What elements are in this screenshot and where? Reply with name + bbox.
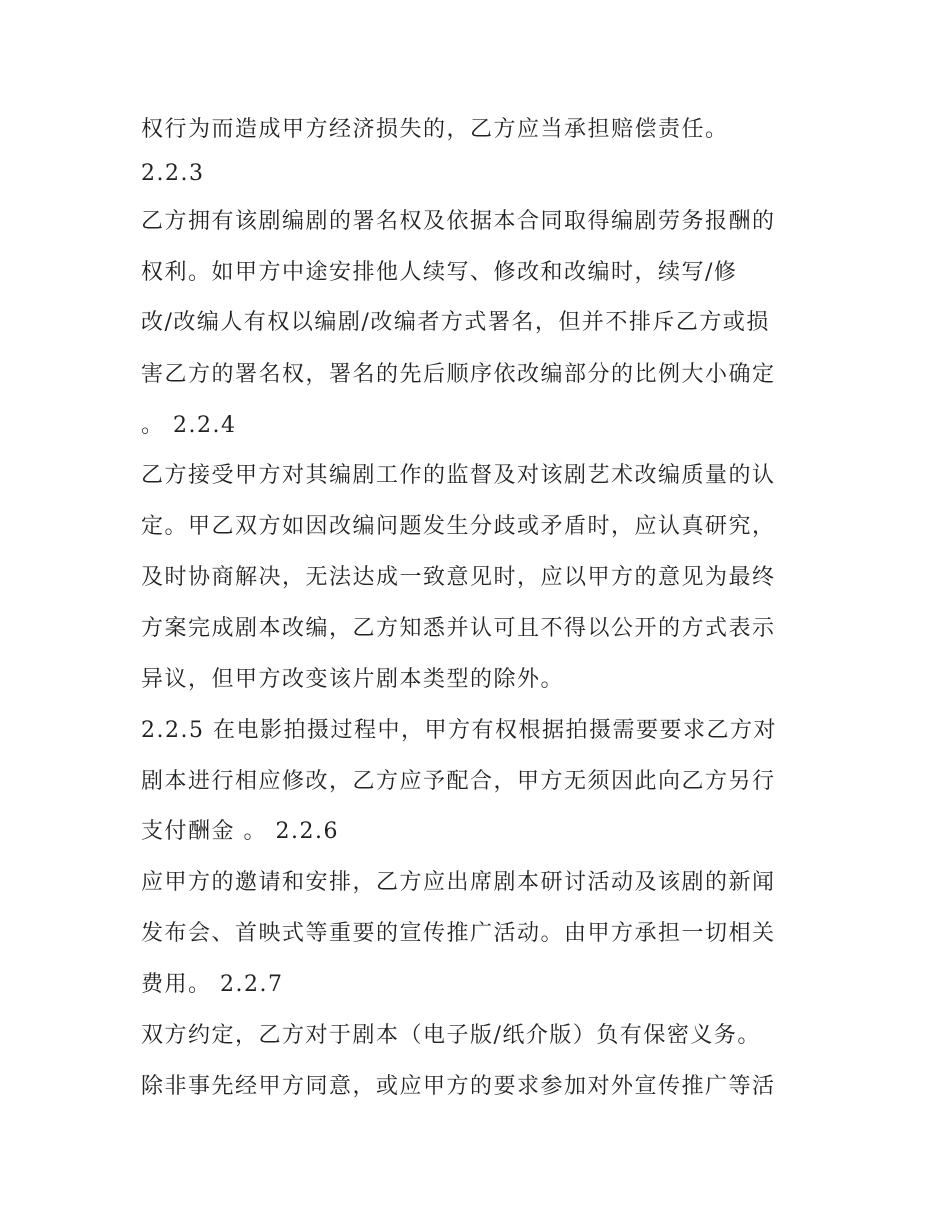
text-line: 应甲方的邀请和安排，乙方应出席剧本研讨活动及该剧的新闻 <box>141 870 776 895</box>
text-line: 乙方拥有该剧编剧的署名权及依据本合同取得编剧劳务报酬的 <box>141 209 776 234</box>
text-line: 双方约定，乙方对于剧本（电子版/纸介版）负有保密义务。 <box>141 1023 761 1048</box>
text-line: 剧本进行相应修改，乙方应予配合，甲方无须因此向乙方另行 <box>141 769 776 794</box>
text-line: 权利。如甲方中途安排他人续写、修改和改编时，续写/修 <box>141 260 738 285</box>
text-line: 异议，但甲方改变该片剧本类型的除外。 <box>141 667 565 692</box>
text-line: 支付酬金 。 2.2.6 <box>141 819 339 844</box>
text-line: 费用。 2.2.7 <box>141 972 284 997</box>
text-line: 害乙方的署名权，署名的先后顺序依改编部分的比例大小确定 <box>141 362 776 387</box>
text-line: 定。甲乙双方如因改编问题发生分歧或矛盾时，应认真研究， <box>141 514 776 539</box>
text-line: 。 2.2.4 <box>141 413 237 438</box>
text-line: 及时协商解决，无法达成一致意见时，应以甲方的意见为最终 <box>141 565 776 590</box>
text-line: 2.2.5 在电影拍摄过程中，甲方有权根据拍摄需要要求乙方对 <box>141 718 777 743</box>
clause-number: 2.2.3 <box>141 161 205 186</box>
text-line: 方案完成剧本改编，乙方知悉并认可且不得以公开的方式表示 <box>141 616 776 641</box>
text-line: 除非事先经甲方同意，或应甲方的要求参加对外宣传推广等活 <box>141 1074 776 1099</box>
text-line: 改/改编人有权以编剧/改编者方式署名，但并不排斥乙方或损 <box>141 310 770 335</box>
text-line: 权行为而造成甲方经济损失的，乙方应当承担赔偿责任。 <box>141 117 729 142</box>
text-line: 乙方接受甲方对其编剧工作的监督及对该剧艺术改编质量的认 <box>141 463 776 488</box>
text-line: 发布会、首映式等重要的宣传推广活动。由甲方承担一切相关 <box>141 921 776 946</box>
